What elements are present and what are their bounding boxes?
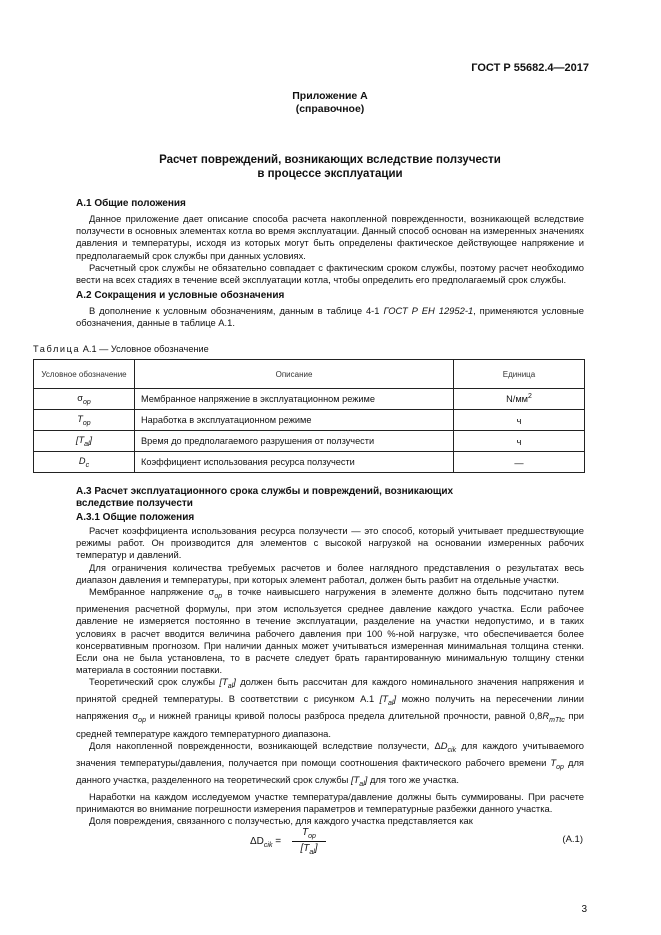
- table-cell-unit: ч: [454, 431, 585, 452]
- section-a3-heading-line2: вследствие ползучести: [76, 498, 193, 509]
- section-a3: [76, 486, 584, 828]
- page-number: 3: [581, 904, 587, 915]
- standard-reference: ГОСТ Р ЕН 12952-1: [383, 305, 474, 316]
- table-caption-text: А.1 — Условное обозначение: [80, 344, 209, 354]
- main-title-line1: Расчет повреждений, возникающих вследствие ползучести: [159, 154, 501, 166]
- symbol-rmttc: $R_{mTtc}$: [542, 710, 565, 725]
- p5-text-c: для данного участка, разделенного на теоретический срок службы: [76, 756, 584, 785]
- section-a1-heading: А.1 Общие положения: [76, 198, 186, 209]
- p3-text-a: Мембранное напряжение: [89, 586, 209, 598]
- table-cell-symbol: $[T_{al}]$: [34, 431, 135, 452]
- table-caption: [33, 344, 209, 354]
- section-a2-heading: А.2 Сокращения и условные обозначения: [76, 290, 285, 301]
- section-a3-heading: [76, 486, 584, 510]
- table-row: [34, 410, 585, 431]
- section-a3-paragraph-2: Для ограничения количества требуемых расчетов и более наглядного представления о результатах весь диапазон давления и температуры, при которых элемент работал, должен быть разбит на отдельные участки.: [76, 561, 584, 585]
- appendix-title: Приложение А: [292, 90, 368, 102]
- symbol-top: $T_{op}$: [550, 756, 564, 771]
- table-cell-unit: $N/мм^2$: [454, 389, 585, 410]
- section-a3-paragraph-7: Доля повреждения, связанного с ползучестью, для каждого участка представляется как: [89, 815, 473, 827]
- formula-denominator: $[T_{al}]$: [300, 843, 318, 856]
- table-cell-symbol: $\sigma_{op}$: [34, 389, 135, 410]
- symbol-sigma-op: $\sigma_{op}$: [208, 586, 223, 600]
- symbol-delta-dcik: $\Delta D_{cik}$: [434, 739, 457, 754]
- p5-text-d: для того же участка.: [367, 773, 460, 785]
- section-a31-heading: А.3.1 Общие положения: [76, 512, 195, 523]
- section-a2-text-b: , применяются условные обозначения, данные в таблице А.1.: [76, 305, 584, 329]
- main-title-line2: в процессе эксплуатации: [257, 168, 403, 180]
- p4-text-a: Теоретический срок службы: [89, 676, 220, 688]
- formula-a1: [250, 827, 370, 857]
- p4-text-c: можно получить на пересечении линии напряжения: [76, 693, 584, 722]
- section-a2-text-a: В дополнение к условным обозначениям, данным в таблице 4-1: [89, 305, 384, 316]
- section-a3-paragraph-4: [76, 676, 584, 739]
- table-cell-description: Время до предполагаемого разрушения от ползучести: [135, 431, 454, 452]
- table-cell-unit: ч: [454, 410, 585, 431]
- p4-text-b: должен быть рассчитан для каждого номинального значения напряжения и принятой средней температуры. В соответствии с рисунком А.1: [76, 676, 584, 705]
- table-caption-label: Таблица: [33, 344, 81, 354]
- table-header-unit: Единица: [454, 360, 585, 389]
- symbol-tal: $[T_{al}]$: [379, 693, 397, 708]
- p4-text-d: и нижней границы кривой полосы разброса предела длительной прочности, равной 0,8: [145, 710, 543, 722]
- section-a1-paragraph-2: Расчетный срок службы не обязательно совпадает с фактическим сроком службы, поэтому расчет необходимо вести на всех стадиях в течение всей эксплуатации котла, чтобы определить его предполагаемый срок службы.: [76, 261, 584, 286]
- table-cell-symbol: $D_c$: [34, 452, 135, 473]
- section-a3-heading-line1: А.3 Расчет эксплуатационного срока службы и повреждений, возникающих: [76, 486, 454, 497]
- section-a1-paragraph-1: Данное приложение дает описание способа расчета накопленной поврежденности, возникающей вследствие ползучести в основных элементах котла во время эксплуатации. Данный способ основан на измеренных значениях давления и температуры, исходя из которых могут быть определены фактическое действующее напряжение и предполагаемый срок службы при данных условиях.: [76, 213, 584, 261]
- table-row: [34, 389, 585, 410]
- p5-text-b: для каждого учитываемого значения температуры/давления, получается при помощи соотношения фактического рабочего времени: [76, 739, 585, 768]
- table-row: [34, 431, 585, 452]
- table-cell-unit: —: [454, 452, 585, 473]
- table-cell-description: Наработка в эксплуатационном режиме: [135, 410, 454, 431]
- section-a1: [76, 198, 584, 286]
- table-cell-description: Мембранное напряжение в эксплуатационном режиме: [135, 389, 454, 410]
- standard-code: ГОСТ Р 55682.4—2017: [471, 62, 589, 74]
- symbol-tal: $[T_{al}]$: [350, 773, 368, 788]
- table-cell-description: Коэффициент использования ресурса ползучести: [135, 452, 454, 473]
- formula-lhs: $\Delta D_{cik}$ =: [250, 836, 282, 849]
- appendix-heading: [76, 90, 584, 116]
- p3-text-b: в точке наивысшего нагружения в элементе должно быть подсчитано путем применения расчетной формулы, при этом используется среднее давление каждого участка. Если рабочее давление не измеряется постоянно в течение эксплуатации, разделение на участки недопустимо, и в таких условиях в расчет вводится величина рабочего давления при 100 %-ной нагрузке, что обеспечивается более консервативным прогнозом. При наличии данных может учитываться измеренная минимальная толщина стенки. Если она не была установлена, то в расчете следует брать гарантированную минимальную толщину стенки материала в состоянии поставки.: [76, 586, 584, 676]
- section-a2: [76, 290, 584, 329]
- table-header-row: [34, 360, 585, 389]
- table-row: [34, 452, 585, 473]
- section-a3-paragraph-6: Наработки на каждом исследуемом участке температура/давление должны быть суммированы. При расчете принимаются во внимание погрешности измерения параметров и температурные разбежки данного участка.: [76, 790, 584, 815]
- section-a3-paragraph-5: [76, 740, 584, 791]
- appendix-note: (справочное): [295, 103, 365, 115]
- symbols-table: [33, 359, 585, 473]
- main-title: [76, 153, 584, 181]
- table-cell-symbol: $T_{op}$: [34, 410, 135, 431]
- section-a3-paragraph-1: Расчет коэффициента использования ресурса ползучести — это способ, который учитывает предшествующие режимы работ. Он производится для элементов с высокой нагрузкой на основании измеренных рабочих температур и давлений.: [76, 525, 584, 561]
- section-a2-paragraph: [76, 305, 584, 329]
- p5-text-a: Доля накопленной поврежденности, возникающей вследствие ползучести,: [89, 739, 435, 751]
- formula-numerator: $T_{op}$: [302, 827, 316, 840]
- formula-fraction-bar: [292, 841, 326, 842]
- symbol-sigma-op: $\sigma_{op}$: [132, 710, 146, 725]
- table-header-description: Описание: [135, 360, 454, 389]
- symbol-tal: $[T_{al}]$: [219, 676, 236, 691]
- equation-number: (А.1): [562, 834, 583, 845]
- p4-text-e: при средней температуре каждого температурного диапазона.: [76, 710, 584, 739]
- table-header-symbol: Условное обозначение: [34, 360, 135, 389]
- section-a3-paragraph-3: [76, 586, 584, 676]
